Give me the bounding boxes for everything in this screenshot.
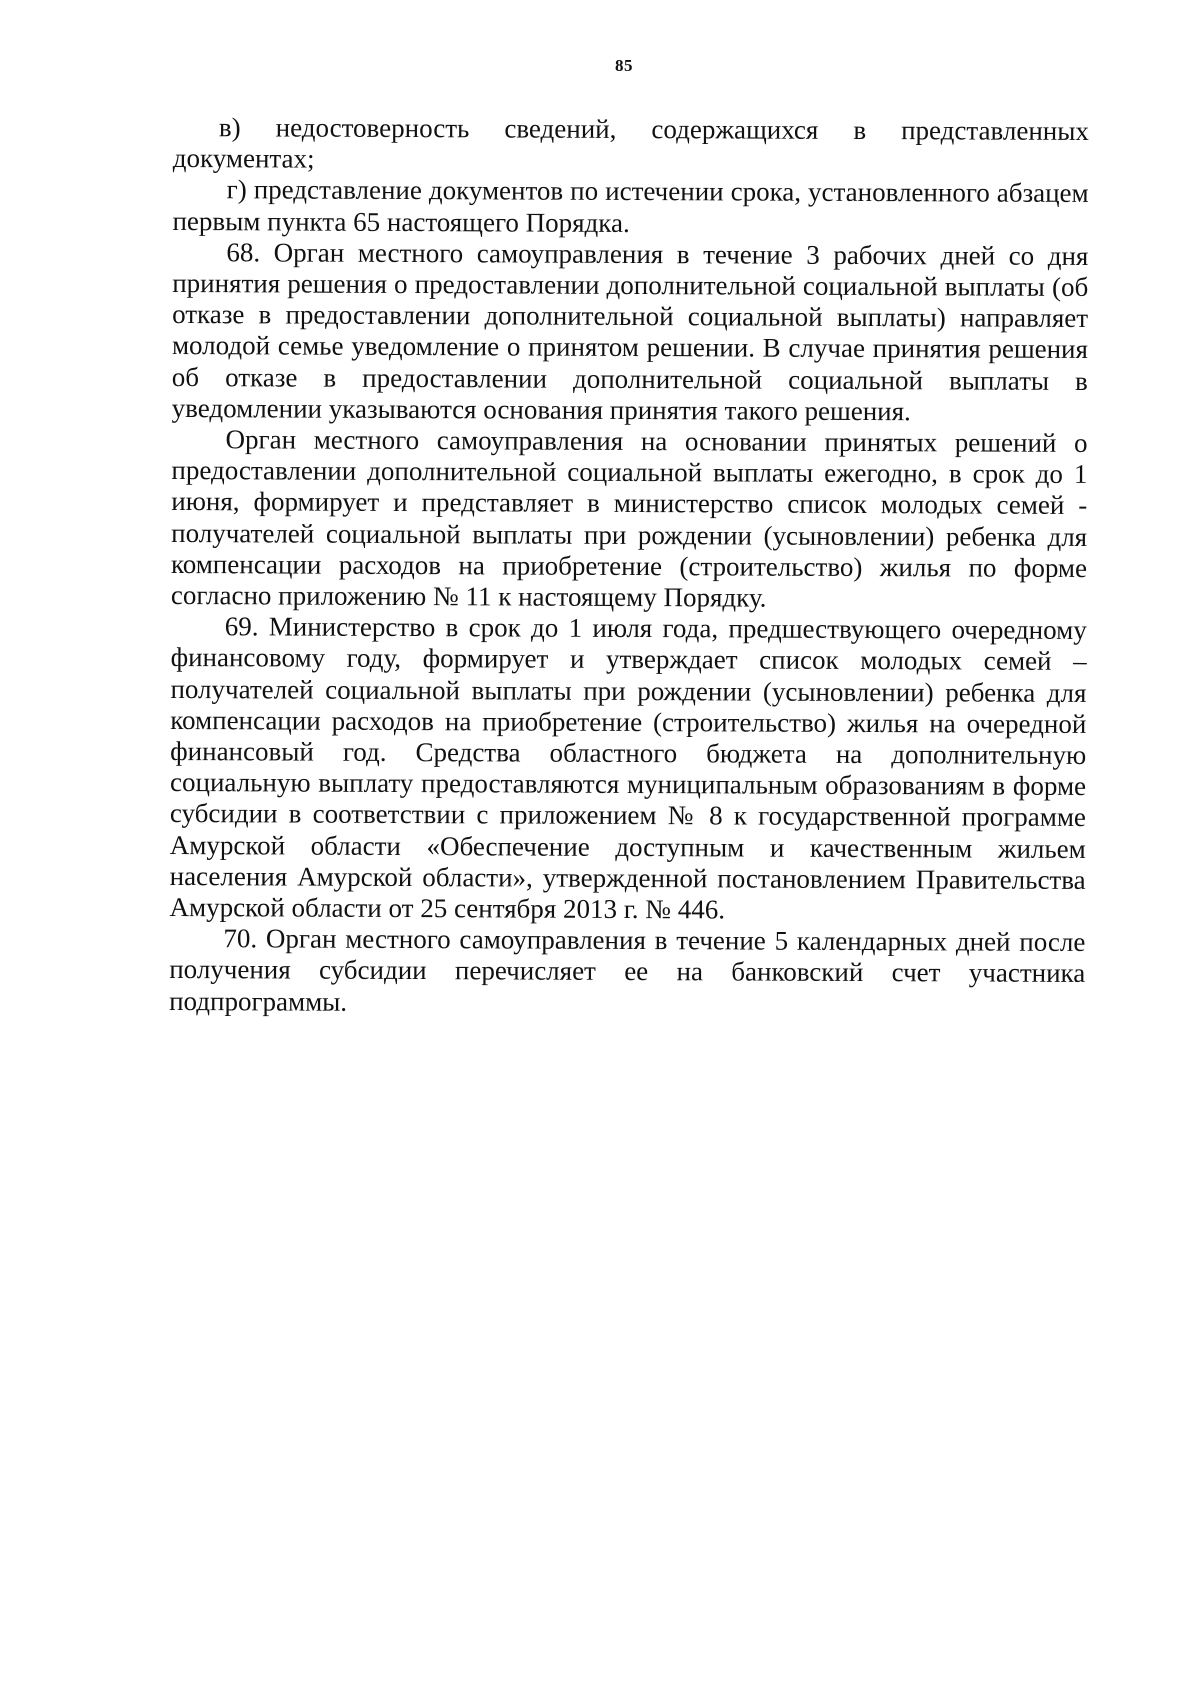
document-body bbox=[169, 112, 1089, 1021]
paragraph-item-v: в) недостоверность сведений, содержащихся в представленных документах; bbox=[172, 112, 1089, 174]
page-number: 85 bbox=[615, 56, 633, 75]
paragraph-68: 68. Орган местного самоуправления в течение 3 рабочих дней со дня принятия решения о предоставлении дополнительной социальной выплаты (об отказе в предоставлении дополнительной социальной выплаты) направляет молодой семье уведомление о принятом решении. В случае принятия решения об отказе в предоставлении дополнительной социальной выплаты в уведомлении указываются основания принятия такого решения. bbox=[171, 237, 1089, 427]
paragraph-69: 69. Министерство в срок до 1 июля года, предшествующего очередному финансовому году, формирует и утверждает список молодых семей – получателей социальной выплаты при рождении (усыновлении) ребенка для компенсации расходов на приобретение (строительство) жилья на очередной финансовый год. Средства областного бюджета на дополнительную социальную выплату предоставляются муниципальным образованиям в форме субсидии в соответствии с приложением № 8 к государственной программе Амурской области «Обеспечение доступным и качественным жильем населения Амурской области», утвержденной постановлением Правительства Амурской области от 25 сентября 2013 г. № 446. bbox=[169, 611, 1087, 925]
paragraph-68-continued: Орган местного самоуправления на основании принятых решений о предоставлении дополнительной социальной выплаты ежегодно, в срок до 1 июня, формирует и представляет в министерство список молодых семей - получателей социальной выплаты при рождении (усыновлении) ребенка для компенсации расходов на приобретение (строительство) жилья по форме согласно приложению № 11 к настоящему Порядку. bbox=[170, 424, 1088, 613]
paragraph-item-g: г) представление документов по истечении срока, установленного абзацем первым пункта 65 настоящего Порядка. bbox=[172, 174, 1089, 238]
paragraph-70: 70. Орган местного самоуправления в течение 5 календарных дней после получения субсидии перечисляет ее на банковский счет участника подпрограммы. bbox=[169, 923, 1086, 1017]
